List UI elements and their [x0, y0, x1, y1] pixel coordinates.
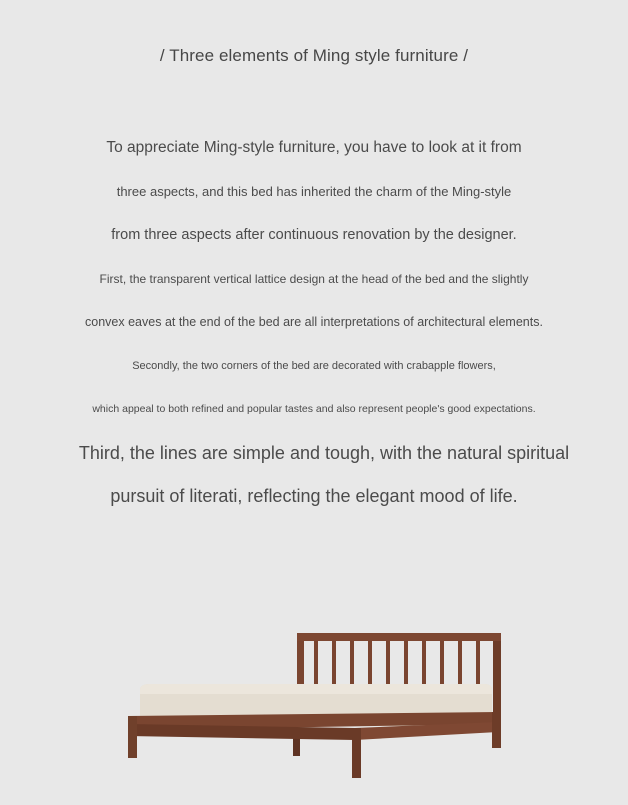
description-line: Secondly, the two corners of the bed are decorated with crabapple flowers,: [132, 360, 496, 372]
description-line: which appeal to both refined and popular tastes and also represent people's good expectations.: [92, 403, 536, 415]
description-line: Third, the lines are simple and tough, with the natural spiritual: [78, 443, 570, 463]
description-line: First, the transparent vertical lattice design at the head of the bed and the slightly: [99, 272, 529, 286]
section-heading: / Three elements of Ming style furniture /: [159, 46, 469, 65]
description-line: To appreciate Ming-style furniture, you have to look at it from: [106, 139, 522, 156]
description-line: pursuit of literati, reflecting the elegant mood of life.: [110, 486, 518, 506]
description-line: from three aspects after continuous renovation by the designer.: [111, 227, 517, 243]
wooden-bed-image: [120, 628, 510, 783]
description-line: three aspects, and this bed has inherited the charm of the Ming-style: [116, 184, 512, 199]
description-line: convex eaves at the end of the bed are all interpretations of architectural elements.: [85, 315, 543, 329]
